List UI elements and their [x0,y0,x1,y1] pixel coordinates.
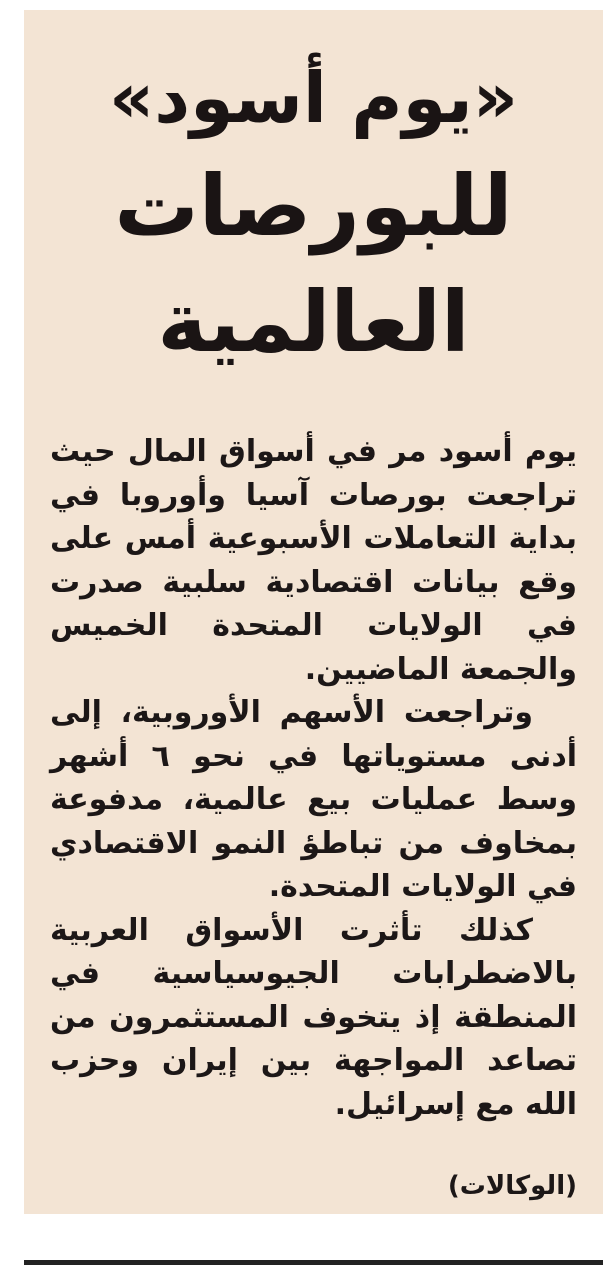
paragraph-3: كذلك تأثرت الأسواق العربية بالاضطرابات الجيوسياسية في المنطقة إذ يتخوف المستثمرون من تصاعد المواجهة بين إيران وحزب الله مع إسرائيل. [50,912,577,1122]
news-clipping [24,10,603,1214]
headline-line-3: العالمية [157,273,470,371]
paragraph-1: يوم أسود مر في أسواق المال حيث تراجعت بورصات آسيا وأوروبا في بداية التعاملات الأسبوعية أمس على وقع بيانات اقتصادية سلبية صدرت في الولايات المتحدة الخميس والجمعة الماضيين. [50,434,577,687]
paragraph-2: وتراجعت الأسهم الأوروبية، إلى أدنى مستوياتها في نحو ٦ أشهر وسط عمليات بيع عالمية، مدفوعة بمخاوف من تباطؤ النمو الاقتصادي في الولايات المتحدة. [50,695,578,904]
headline-line-2: للبورصات [114,157,513,255]
article-body [50,430,577,1126]
bottom-divider [24,1260,603,1265]
headline-line-1: «يوم أسود» [109,57,518,139]
headline [24,10,603,380]
source-credit: (الوكالات) [447,1171,577,1201]
